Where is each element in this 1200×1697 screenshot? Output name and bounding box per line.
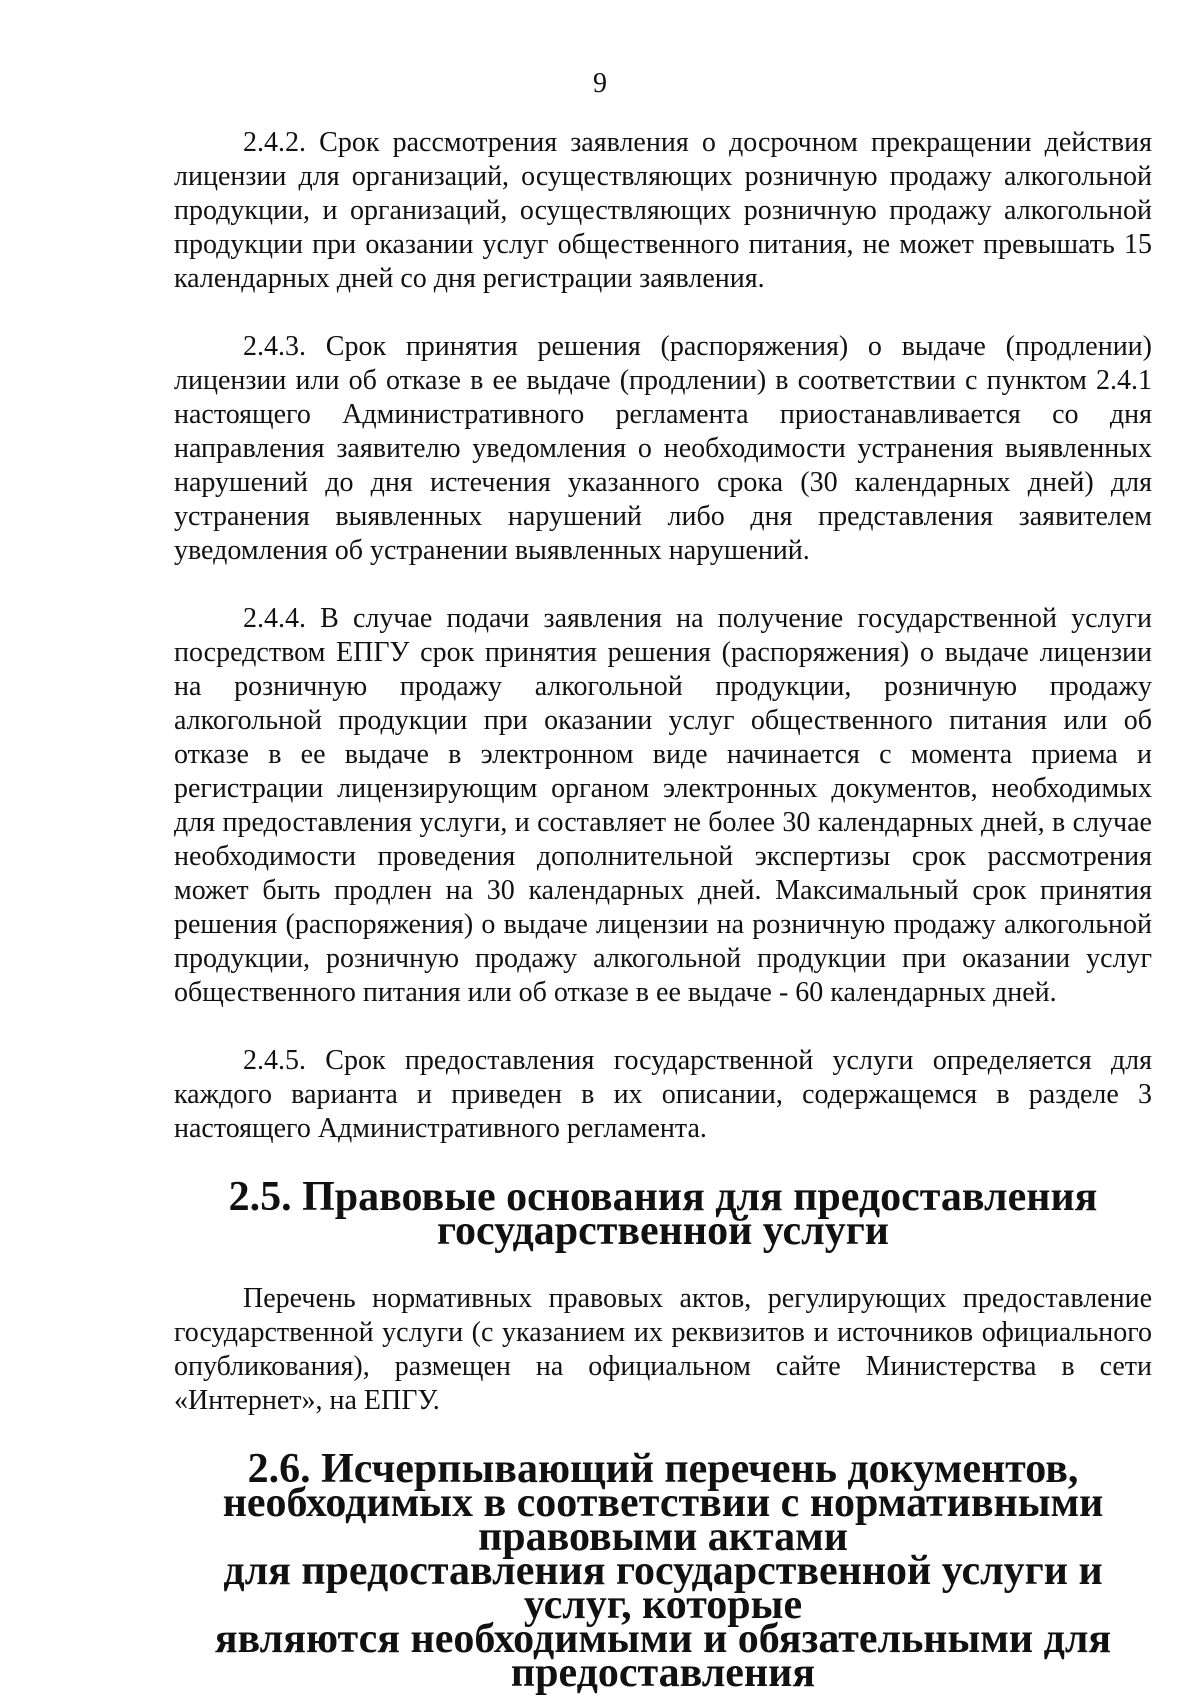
document-body: [174, 126, 1152, 1696]
heading-line: для предоставления государственной услуги и услуг, которые: [223, 1548, 1103, 1628]
page-number: 9: [593, 68, 607, 99]
heading-line: 2.6. Исчерпывающий перечень документов,: [247, 1446, 1079, 1492]
heading-line: 2.5. Правовые основания для предоставления: [228, 1174, 1098, 1220]
paragraph-gap: [174, 1010, 1152, 1044]
heading-line: являются необходимыми и обязательными для предоставления: [214, 1616, 1112, 1696]
paragraph-gap: [174, 296, 1152, 330]
paragraph-2-5: Перечень нормативных правовых актов, регулирующих предоставление государственной услуги (с указанием их реквизитов и источников официального опубликования), размещен на официальном сайте Министерства в сети «Интернет», на ЕПГУ.: [174, 1283, 1152, 1416]
paragraph-gap: [174, 568, 1152, 602]
section-heading-2-5: [174, 1174, 1152, 1254]
paragraph-2-4-5: 2.4.5. Срок предоставления государственной услуги определяется для каждого варианта и приведен в их описании, содержащемся в разделе 3 настоящего Административного регламента.: [174, 1045, 1152, 1144]
paragraph-2-4-2: 2.4.2. Срок рассмотрения заявления о досрочном прекращении действия лицензии для организаций, осуществляющих розничную продажу алкогольной продукции, и организаций, осуществляющих розничную продажу алкогольной продукции при оказании услуг общественного питания, не может превышать 15 календарных дней со дня регистрации заявления.: [174, 127, 1152, 294]
heading-line: необходимых в соответствии с нормативными правовыми актами: [222, 1480, 1104, 1560]
paragraph-2-4-3: 2.4.3. Срок принятия решения (распоряжения) о выдаче (продлении) лицензии или об отказе в ее выдаче (продлении) в соответствии с пунктом 2.4.1 настоящего Административного регламента приостанавливается со дня направления заявителю уведомления о необходимости устранения выявленных нарушений до дня истечения указанного срока (30 календарных дней) для устранения выявленных нарушений либо дня представления заявителем уведомления об устранении выявленных нарушений.: [174, 331, 1152, 566]
section-heading-2-6: [174, 1446, 1152, 1696]
paragraph-2-4-4: 2.4.4. В случае подачи заявления на получение государственной услуги посредством ЕПГУ срок принятия решения (распоряжения) о выдаче лицензии на розничную продажу алкогольной продукции, розничную продажу алкогольной продукции при оказании услуг общественного питания или об отказе в ее выдаче в электронном виде начинается с момента приема и регистрации лицензирующим органом электронных документов, необходимых для предоставления услуги, и составляет не более 30 календарных дней, в случае необходимости проведения дополнительной экспертизы срок рассмотрения может быть продлен на 30 календарных дней. Максимальный срок принятия решения (распоряжения) о выдаче лицензии на розничную продажу алкогольной продукции, розничную продажу алкогольной продукции при оказании услуг общественного питания или об отказе в ее выдаче - 60 календарных дней.: [174, 603, 1152, 1008]
heading-line: государственной услуги: [437, 1208, 889, 1254]
